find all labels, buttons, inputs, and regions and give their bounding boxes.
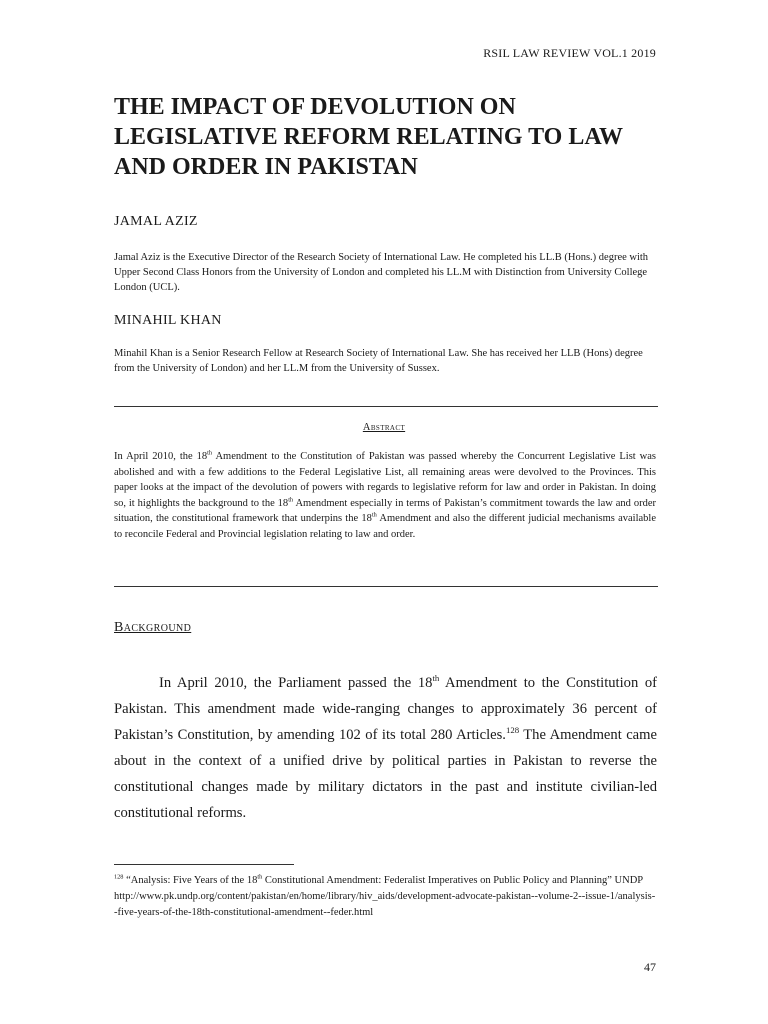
footnote-reference[interactable]: 128 [505, 725, 520, 736]
footnote-separator [114, 864, 294, 865]
author-bio: Minahil Khan is a Senior Research Fellow at Research Society of International Law. She has received her LLB (Hons) degree from the University of London) and her LL.M from the University of Sussex. [114, 348, 643, 374]
superscript: th [257, 873, 263, 881]
abstract-top-rule [114, 406, 658, 407]
running-header: RSIL LAW REVIEW VOL.1 2019 [483, 46, 656, 60]
author-bio: Jamal Aziz is the Executive Director of the Research Society of International Law. He completed his LL.B (Hons.) degree with Upper Second Class Honors from the University of London and completed his LL.M with Distinction from University College London (UCL). [114, 252, 649, 293]
superscript: th [288, 496, 294, 504]
superscript: th [207, 449, 213, 457]
superscript: th [371, 511, 377, 519]
abstract-bottom-rule [114, 586, 658, 587]
footnote-url-link[interactable]: http://www.pk.undp.org/content/pakistan/en/home/library/hiv_aids/development-advocate-pakistan--volume-2--issue-1/analysis--five-years-of-the-18th-constitutional-amendment--feder.html [114, 890, 656, 918]
footnote-number: 128 [114, 873, 124, 881]
footnote-text: $^{128}$ “Analysis: Five Years of the 18th Constitutional Amendment: Federalist Imperatives on Public Policy and Planning” UNDP [114, 873, 644, 886]
body-paragraph: In April 2010, the Parliament passed the 18th Amendment to the Constitution of Pakistan. This amendment made wide-ranging changes to approximately 36 percent of Pakistan’s Constitution, by amending 102 of its total 280 Articles.$^{128}$ The Amendment came about in the context of a unified drive by political parties in Pakistan to reverse the constitutional changes made by military dictators in the past and institute civilian-led constitutional reforms. [114, 673, 657, 821]
section-heading-background: Background [114, 620, 192, 635]
abstract-text: In April 2010, the 18th Amendment to the Constitution of Pakistan was passed whereby the Concurrent Legislative List was abolished and with a few additions to the Federal Legislative List, all remaining areas were devolved to the Provinces. This paper looks at the impact of the devolution of powers with regards to legislative reform for law and order in Pakistan. In doing so, it highlights the background to the 18th Amendment especially in terms of Pakistan’s commitment towards the law and order situation, the constitutional framework that underpins the 18th Amendment and also the different judicial mechanisms available to reconcile Federal and Provincial legislation relating to law and order. [114, 449, 656, 540]
footnote [114, 873, 656, 920]
superscript: th [432, 673, 440, 684]
article-title: THE IMPACT OF DEVOLUTION ON LEGISLATIVE REFORM RELATING TO LAW AND ORDER IN PAKISTAN [114, 94, 623, 180]
author-name: JAMAL AZIZ [114, 214, 198, 229]
page-number: 47 [644, 960, 656, 974]
abstract-heading: Abstract [362, 422, 406, 433]
author-name: MINAHIL KHAN [114, 313, 222, 328]
